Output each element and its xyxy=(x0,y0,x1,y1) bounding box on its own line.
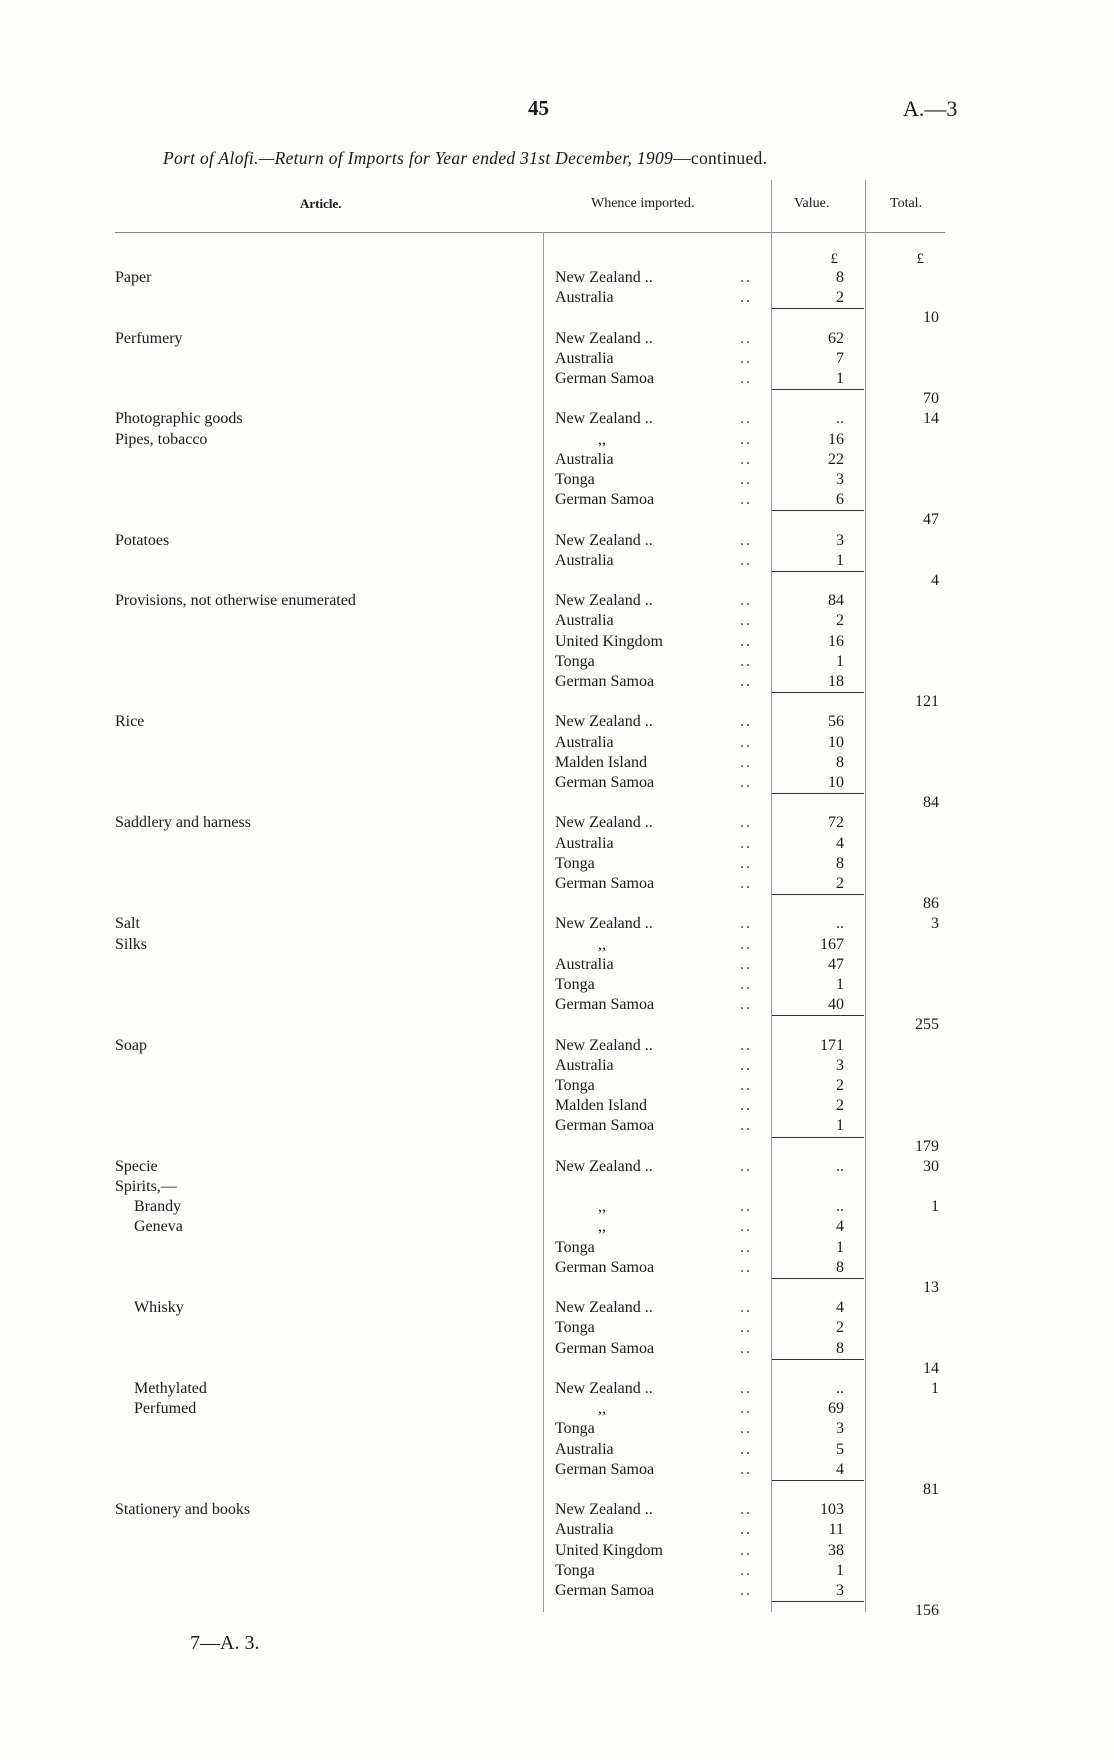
whence-imported: New Zealand .. xyxy=(555,531,653,549)
import-value: 72 xyxy=(828,814,844,832)
whence-imported: New Zealand .. xyxy=(555,1299,653,1317)
dot-leader: .. xyxy=(740,632,752,650)
article-name: Spirits,— xyxy=(115,1178,177,1195)
table-row xyxy=(0,369,1114,389)
article-total: 14 xyxy=(923,410,939,428)
header-rule xyxy=(115,232,945,233)
import-value: 167 xyxy=(820,935,844,953)
import-value: 8 xyxy=(836,269,844,286)
article-name: Perfumed xyxy=(134,1400,197,1418)
table-row xyxy=(0,1541,1114,1561)
article-name: Photographic goods xyxy=(115,410,243,428)
whence-imported: New Zealand .. xyxy=(555,915,653,933)
article-name: Provisions, not otherwise enumerated xyxy=(115,592,356,610)
dot-leader: .. xyxy=(740,1238,752,1256)
article-total: 14 xyxy=(923,1359,939,1377)
table-row xyxy=(0,1500,1114,1520)
dot-leader: .. xyxy=(740,834,752,852)
dot-leader: .. xyxy=(740,531,752,549)
sum-rule xyxy=(772,571,864,572)
import-value: 3 xyxy=(836,471,844,488)
whence-imported: Tonga xyxy=(555,471,595,488)
footer-code: 7—A. 3. xyxy=(190,1632,260,1654)
table-row xyxy=(0,1339,1114,1359)
import-value: 62 xyxy=(828,329,844,347)
dot-leader: .. xyxy=(740,1460,752,1478)
whence-imported: Australia xyxy=(555,612,614,630)
table-row xyxy=(0,1480,1114,1500)
sum-rule xyxy=(772,692,864,693)
dot-leader: .. xyxy=(740,854,752,872)
table-row xyxy=(0,329,1114,349)
dot-leader: .. xyxy=(740,329,752,347)
article-name: Methylated xyxy=(134,1380,207,1397)
article-name: Whisky xyxy=(134,1299,184,1317)
dot-leader: .. xyxy=(740,733,752,751)
table-row xyxy=(0,652,1114,672)
dot-leader: .. xyxy=(740,935,752,953)
whence-imported: German Samoa xyxy=(555,673,655,690)
sum-rule xyxy=(772,1480,864,1481)
whence-imported: Australia xyxy=(555,450,614,468)
import-value: .. xyxy=(836,1198,844,1216)
import-value: 2 xyxy=(836,1077,844,1094)
whence-imported: New Zealand .. xyxy=(555,592,653,610)
table-row xyxy=(0,1419,1114,1439)
table-row xyxy=(0,935,1114,955)
whence-imported: German Samoa xyxy=(555,875,655,892)
dot-leader: .. xyxy=(740,1157,752,1175)
whence-imported: United Kingdom xyxy=(555,632,663,650)
import-value: .. xyxy=(836,1380,844,1397)
import-value: 84 xyxy=(828,592,844,610)
table-row xyxy=(0,1379,1114,1399)
table-row xyxy=(0,632,1114,652)
article-total: 1 xyxy=(931,1198,939,1216)
import-value: 2 xyxy=(836,1097,844,1115)
table-row xyxy=(0,551,1114,571)
table-row xyxy=(0,813,1114,833)
table-row xyxy=(0,409,1114,429)
table-row xyxy=(0,1217,1114,1237)
table-row xyxy=(0,1601,1114,1621)
table-row xyxy=(0,510,1114,530)
dot-leader: .. xyxy=(740,814,752,832)
table-row xyxy=(0,834,1114,854)
whence-imported: Tonga xyxy=(555,1077,595,1094)
article-name: Silks xyxy=(115,935,148,953)
table-row xyxy=(0,1298,1114,1318)
import-value: 2 xyxy=(836,289,844,307)
whence-imported: Tonga xyxy=(555,1420,595,1438)
table-row xyxy=(0,1399,1114,1419)
table-row xyxy=(0,1520,1114,1540)
page-code: A.—3 xyxy=(903,96,958,121)
table-row xyxy=(0,975,1114,995)
whence-imported: Australia xyxy=(555,1056,614,1074)
import-value: 2 xyxy=(836,1319,844,1337)
dot-leader: .. xyxy=(740,1198,752,1216)
dot-leader: .. xyxy=(740,753,752,771)
import-value: 47 xyxy=(828,955,844,973)
whence-imported: German Samoa xyxy=(555,1258,655,1276)
dot-leader: .. xyxy=(740,370,752,387)
sum-rule xyxy=(772,308,864,309)
dot-leader: .. xyxy=(740,713,752,731)
whence-imported: United Kingdom xyxy=(555,1541,663,1559)
import-value: 1 xyxy=(836,1238,844,1256)
import-value: 38 xyxy=(828,1541,844,1559)
import-value: 22 xyxy=(828,450,844,468)
whence-imported: Australia xyxy=(555,1521,614,1539)
article-total: 70 xyxy=(923,390,939,408)
dot-leader: .. xyxy=(740,976,752,993)
import-value: 1 xyxy=(836,652,844,670)
header-total: Total. xyxy=(890,196,923,211)
import-value: 3 xyxy=(836,1582,844,1599)
table-row xyxy=(0,1359,1114,1379)
dot-leader: .. xyxy=(740,1541,752,1559)
header-whence: Whence imported. xyxy=(591,196,695,211)
title-continued: —continued. xyxy=(673,148,768,168)
article-total: 156 xyxy=(915,1602,939,1620)
import-value: 8 xyxy=(836,1258,844,1276)
article-name: Stationery and books xyxy=(115,1501,251,1519)
dot-leader: .. xyxy=(740,1218,752,1236)
import-value: 3 xyxy=(836,1420,844,1438)
table-row xyxy=(0,288,1114,308)
import-value: 4 xyxy=(836,1299,844,1317)
import-value: 2 xyxy=(836,612,844,630)
import-value: 4 xyxy=(836,1460,844,1478)
whence-imported: New Zealand .. xyxy=(555,269,653,286)
table-row xyxy=(0,1096,1114,1116)
import-value: .. xyxy=(836,915,844,933)
article-name: Paper xyxy=(115,269,152,286)
dot-leader: .. xyxy=(740,1420,752,1438)
import-value: 103 xyxy=(820,1501,844,1519)
import-value: 1 xyxy=(836,551,844,569)
dot-leader: .. xyxy=(740,673,752,690)
import-value: 8 xyxy=(836,854,844,872)
import-value: 1 xyxy=(836,1117,844,1135)
dot-leader: .. xyxy=(740,1440,752,1458)
whence-imported: German Samoa xyxy=(555,1460,655,1478)
import-value: 56 xyxy=(828,713,844,731)
dot-leader: .. xyxy=(740,1501,752,1519)
whence-imported: Tonga xyxy=(555,1319,595,1337)
import-value: .. xyxy=(836,1157,844,1175)
table-row xyxy=(0,1258,1114,1278)
dot-leader: .. xyxy=(740,450,752,468)
dot-leader: .. xyxy=(740,471,752,488)
page-title xyxy=(163,148,767,169)
table-row xyxy=(0,793,1114,813)
whence-imported: New Zealand .. xyxy=(555,1501,653,1519)
table-row xyxy=(0,389,1114,409)
import-value: 16 xyxy=(828,632,844,650)
table-row xyxy=(0,1036,1114,1056)
table-row xyxy=(0,1076,1114,1096)
whence-imported: New Zealand .. xyxy=(555,814,653,832)
table-row xyxy=(0,1015,1114,1035)
dot-leader: .. xyxy=(740,289,752,307)
article-total: 13 xyxy=(923,1279,939,1296)
table-row xyxy=(0,1116,1114,1136)
dot-leader: .. xyxy=(740,1561,752,1579)
article-total: 255 xyxy=(915,1016,939,1034)
article-total: 30 xyxy=(923,1157,939,1175)
table-row xyxy=(0,349,1114,369)
article-name: Salt xyxy=(115,915,140,933)
table-row xyxy=(0,1197,1114,1217)
import-value: 3 xyxy=(836,1056,844,1074)
article-total: 4 xyxy=(931,572,939,589)
article-name: Perfumery xyxy=(115,329,183,347)
article-total: 179 xyxy=(915,1137,939,1155)
table-row xyxy=(0,854,1114,874)
article-name: Pipes, tobacco xyxy=(115,430,208,448)
whence-imported: German Samoa xyxy=(555,491,655,509)
whence-imported: Australia xyxy=(555,1440,614,1458)
import-value: 8 xyxy=(836,1339,844,1357)
dot-leader: .. xyxy=(740,349,752,367)
whence-imported: ,, xyxy=(598,1218,606,1236)
header-article: Article. xyxy=(300,196,342,211)
dot-leader: .. xyxy=(740,612,752,630)
whence-imported: Australia xyxy=(555,834,614,852)
dot-leader: .. xyxy=(740,996,752,1014)
table-row xyxy=(0,1177,1114,1197)
whence-imported: ,, xyxy=(598,935,606,953)
whence-imported: German Samoa xyxy=(555,1117,655,1135)
dot-leader: .. xyxy=(740,652,752,670)
dot-leader: .. xyxy=(740,592,752,610)
table-row xyxy=(0,1157,1114,1177)
currency-symbol-value: £ xyxy=(830,251,838,267)
dot-leader: .. xyxy=(740,410,752,428)
table-row xyxy=(0,430,1114,450)
table-row xyxy=(0,571,1114,591)
article-name: Soap xyxy=(115,1036,147,1054)
dot-leader: .. xyxy=(740,1521,752,1539)
import-value: 4 xyxy=(836,1218,844,1236)
whence-imported: New Zealand .. xyxy=(555,1157,653,1175)
import-value: 171 xyxy=(820,1036,844,1054)
dot-leader: .. xyxy=(740,1077,752,1094)
sum-rule xyxy=(772,1359,864,1360)
article-total: 47 xyxy=(923,511,939,529)
import-value: 11 xyxy=(828,1521,844,1539)
whence-imported: New Zealand .. xyxy=(555,410,653,428)
whence-imported: Australia xyxy=(555,349,614,367)
dot-leader: .. xyxy=(740,1319,752,1337)
import-value: 8 xyxy=(836,753,844,771)
table-row xyxy=(0,531,1114,551)
table-row xyxy=(0,692,1114,712)
whence-imported: Tonga xyxy=(555,1238,595,1256)
import-value: 1 xyxy=(836,370,844,387)
import-value: 69 xyxy=(828,1400,844,1418)
import-value: 2 xyxy=(836,875,844,892)
table-row xyxy=(0,995,1114,1015)
whence-imported: Malden Island xyxy=(555,1097,647,1115)
import-value: 16 xyxy=(828,430,844,448)
table-row xyxy=(0,308,1114,328)
dot-leader: .. xyxy=(740,1097,752,1115)
sum-rule xyxy=(772,1278,864,1279)
whence-imported: Australia xyxy=(555,551,614,569)
import-value: 1 xyxy=(836,976,844,993)
whence-imported: ,, xyxy=(598,1400,606,1418)
table-row xyxy=(0,1561,1114,1581)
dot-leader: .. xyxy=(740,269,752,286)
dot-leader: .. xyxy=(740,1400,752,1418)
dot-leader: .. xyxy=(740,774,752,791)
table-row xyxy=(0,955,1114,975)
whence-imported: Australia xyxy=(555,733,614,751)
table-row xyxy=(0,773,1114,793)
header-value: Value. xyxy=(794,196,830,211)
import-value: .. xyxy=(836,410,844,428)
whence-imported: Australia xyxy=(555,289,614,307)
whence-imported: Tonga xyxy=(555,652,595,670)
table-row xyxy=(0,591,1114,611)
table-row xyxy=(0,268,1114,288)
whence-imported: ,, xyxy=(598,1198,606,1216)
whence-imported: New Zealand .. xyxy=(555,713,653,731)
dot-leader: .. xyxy=(740,430,752,448)
import-value: 7 xyxy=(836,349,844,367)
whence-imported: Malden Island xyxy=(555,753,647,771)
dot-leader: .. xyxy=(740,491,752,509)
table-row xyxy=(0,1318,1114,1338)
page-number: 45 xyxy=(528,96,549,120)
table-row xyxy=(0,1238,1114,1258)
table-row xyxy=(0,1278,1114,1298)
table-row xyxy=(0,874,1114,894)
table-row xyxy=(0,894,1114,914)
article-total: 121 xyxy=(915,693,939,711)
dot-leader: .. xyxy=(740,1036,752,1054)
whence-imported: German Samoa xyxy=(555,370,655,387)
import-value: 1 xyxy=(836,1561,844,1579)
sum-rule xyxy=(772,1601,864,1602)
article-name: Specie xyxy=(115,1157,158,1175)
article-total: 10 xyxy=(923,309,939,327)
dot-leader: .. xyxy=(740,1117,752,1135)
import-value: 10 xyxy=(828,774,844,791)
table-row xyxy=(0,1440,1114,1460)
dot-leader: .. xyxy=(740,1339,752,1357)
table-row xyxy=(0,1460,1114,1480)
table-row xyxy=(0,753,1114,773)
sum-rule xyxy=(772,389,864,390)
article-total: 81 xyxy=(923,1481,939,1498)
article-total: 86 xyxy=(923,895,939,913)
article-total: 3 xyxy=(931,915,939,933)
article-name: Potatoes xyxy=(115,531,170,549)
table-row xyxy=(0,1056,1114,1076)
whence-imported: Tonga xyxy=(555,1561,595,1579)
table-row xyxy=(0,672,1114,692)
article-total: 84 xyxy=(923,794,939,812)
whence-imported: German Samoa xyxy=(555,996,655,1014)
sum-rule xyxy=(772,894,864,895)
table-row xyxy=(0,490,1114,510)
whence-imported: German Samoa xyxy=(555,1582,655,1599)
dot-leader: .. xyxy=(740,551,752,569)
article-name: Brandy xyxy=(134,1198,182,1216)
dot-leader: .. xyxy=(740,915,752,933)
import-value: 18 xyxy=(828,673,844,690)
whence-imported: German Samoa xyxy=(555,774,655,791)
dot-leader: .. xyxy=(740,1056,752,1074)
dot-leader: .. xyxy=(740,1258,752,1276)
article-name: Rice xyxy=(115,713,145,731)
import-value: 6 xyxy=(836,491,844,509)
dot-leader: .. xyxy=(740,1582,752,1599)
sum-rule xyxy=(772,1137,864,1138)
sum-rule xyxy=(772,793,864,794)
title-text: Port of Alofi.—Return of Imports for Year ended 31st December, 1909 xyxy=(163,148,674,168)
whence-imported: Australia xyxy=(555,955,614,973)
dot-leader: .. xyxy=(740,1299,752,1317)
whence-imported: New Zealand .. xyxy=(555,329,653,347)
import-value: 4 xyxy=(836,834,844,852)
import-value: 10 xyxy=(828,733,844,751)
import-value: 3 xyxy=(836,531,844,549)
sum-rule xyxy=(772,510,864,511)
dot-leader: .. xyxy=(740,875,752,892)
table-row xyxy=(0,470,1114,490)
dot-leader: .. xyxy=(740,1380,752,1397)
import-value: 40 xyxy=(828,996,844,1014)
table-row xyxy=(0,733,1114,753)
whence-imported: German Samoa xyxy=(555,1339,655,1357)
article-name: Geneva xyxy=(134,1218,183,1236)
table-row xyxy=(0,450,1114,470)
whence-imported: Tonga xyxy=(555,976,595,993)
table-row xyxy=(0,914,1114,934)
table-row xyxy=(0,1137,1114,1157)
whence-imported: Tonga xyxy=(555,854,595,872)
article-total: 1 xyxy=(931,1380,939,1397)
sum-rule xyxy=(772,1015,864,1016)
whence-imported: ,, xyxy=(598,430,606,448)
whence-imported: New Zealand .. xyxy=(555,1036,653,1054)
whence-imported: New Zealand .. xyxy=(555,1380,653,1397)
import-value: 5 xyxy=(836,1440,844,1458)
currency-symbol-total: £ xyxy=(916,251,924,267)
table-row xyxy=(0,611,1114,631)
dot-leader: .. xyxy=(740,955,752,973)
table-row xyxy=(0,712,1114,732)
article-name: Saddlery and harness xyxy=(115,814,251,832)
table-row xyxy=(0,1581,1114,1601)
